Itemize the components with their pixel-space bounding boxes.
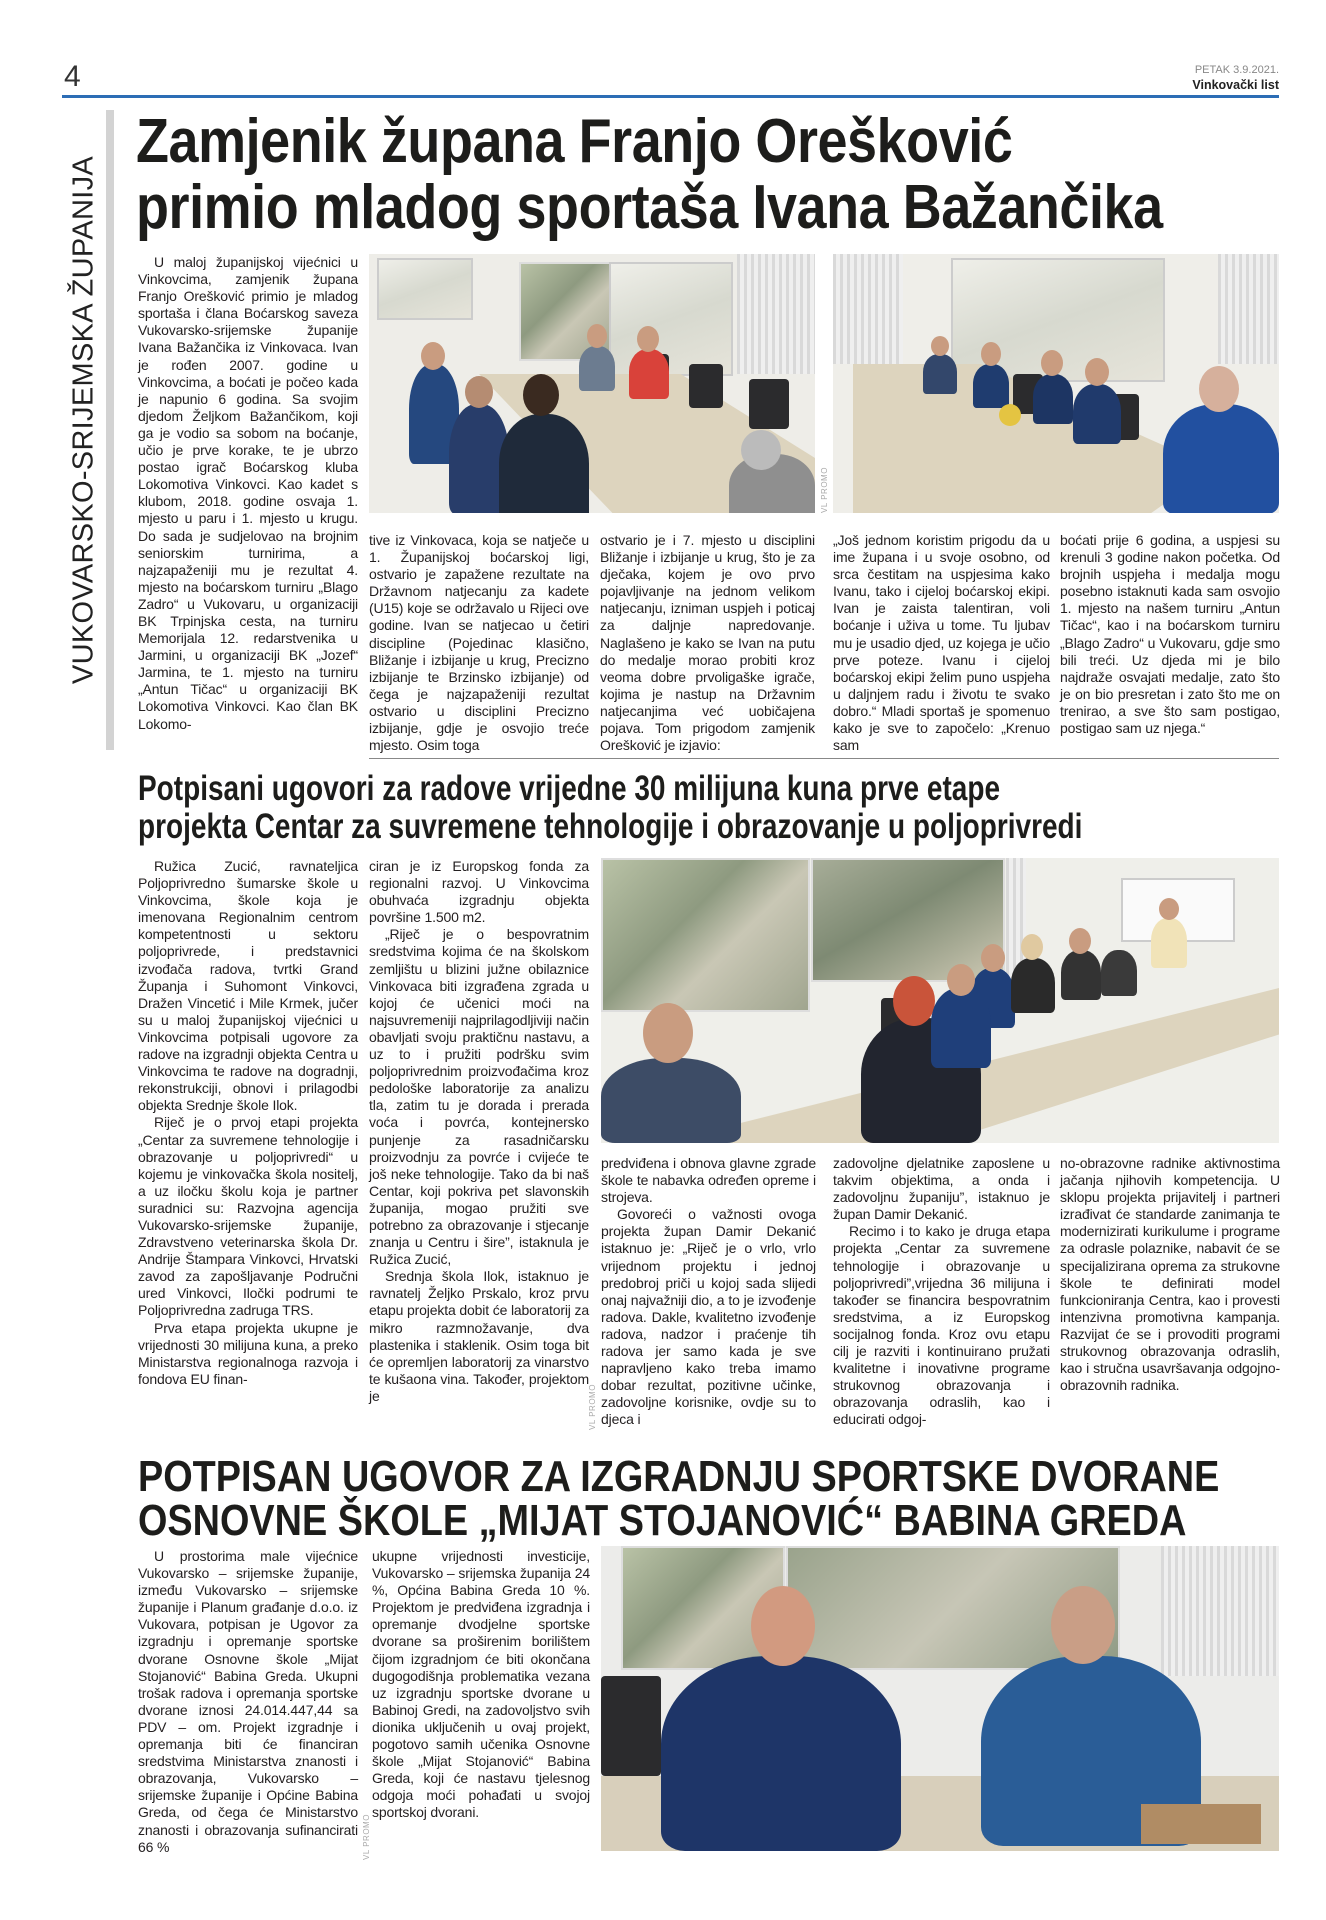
issue-date: PETAK 3.9.2021. [1194, 64, 1279, 76]
article2-photo-credit: VL PROMO [588, 1384, 597, 1430]
article3-photo-contract-signing [601, 1546, 1279, 1851]
article-divider [369, 758, 1279, 759]
article1-photo-athlete [833, 254, 1279, 513]
paragraph: ostvario je i 7. mjesto u disciplini Bližanje i izbijanje u krug, što je za dječaka, kojem je ovo prvo pojavljivanje na jednom velikom natjecanju, izniman uspjeh i poticaj za daljnje napredovanje. Naglašeno je kako se Ivan na putu do medalje morao probiti kroz veoma dobre prvoligaške igrače, kojima je nastup na Državnim natjecanjima već uobičajena pojava. Tom prigodom zamjenik Orešković je izjavio: [600, 532, 815, 754]
paragraph: no-obrazovne radnike aktivnostima jačanja njihovih kompetencija. U sklopu projekta prijavitelj i partneri izrađivat će standarde zanimanja te modernizirati kurikulume i programe za odrasle polaznike, nabavit će se specijalizirana oprema za strukovne škole te definirati model funkcioniranja Centra, kao i provesti intenzivna promotivna kampanja. Razvijat će se i provoditi programi strukovnog obrazovanja odraslih, kao i stručna usavršavanja odgojno-obrazovnih radnika. [1060, 1155, 1280, 1394]
article1-column-4 [833, 532, 1050, 754]
article1-photo-meeting [369, 254, 815, 513]
paragraph: ciran je iz Europskog fonda za regionalni razvoj. U Vinkovcima obuhvaća izgradnju objekta površine 1.500 m2. [369, 858, 589, 926]
article1-column-2 [369, 532, 589, 754]
paragraph: Recimo i to kako je druga etapa projekta „Centar za suvremene tehnologije i obrazovanje u poljoprivredi”,vrijedna 36 milijuna i također se financira bespovratnim sredstvima, a iz Europskog socijalnog fonda. Kroz ovu etapu cilj je razviti i kontinuirano pružati kvalitetne i inovativne programe strukovnog obrazovanja i obrazovanja odraslih, kao i educirati odgoj- [833, 1223, 1050, 1428]
newspaper-name: Vinkovački list [1192, 78, 1279, 92]
article3-column-2 [372, 1548, 590, 1822]
article3-column-1 [138, 1548, 358, 1856]
paragraph: U maloj županijskoj vijećnici u Vinkovcima, zamjenik župana Franjo Orešković primio je mladog sportaša i člana Boćarskog saveza Vukovarsko-srijemske županije Ivana Bažančika iz Vinkovaca. Ivan je rođen 2007. godine u Vinkovcima, a boćati je počeo kada je napunio 6 godina. Sa svojim djedom Željkom Bažančikom, koji ga je vodio sa sobom na boćanje, učio je prve korake, te je ubrzo postao igrač Boćarskog kluba Lokomotiva Vinkovci. Kao kadet s klubom, 2018. godine osvaja 1. mjesto u paru i 1. mjesto u krugu. Do sada je sudjelovao na brojnim seniorskim turnirima, a najzapaženiji mu je rezultat 4. mjesto na boćarskom turniru „Blago Zadro“ u Vukovaru, u organizaciji BK Trpinjska cesta, na turniru Memorijala 12. redarstvenika u Jarmini, u organizaciji BK „Jozef“ Jarmina, te 1. mjesto na turniru „Antun Tičac“ u organizaciji BK Lokomotiva Vinkovci. Kao član BK Lokomo- [138, 254, 358, 732]
article2-column-3 [601, 1155, 816, 1429]
article2-column-1 [138, 858, 358, 1388]
paragraph: „Još jednom koristim prigodu da u ime župana i u svoje osobno, od srca čestitam na uspjesima kako Ivanu, tako i cijeloj boćarskoj ekipi. Ivan je zaista talentiran, voli boćanje i uživa u tome. Tu ljubav mu je usadio djed, uz kojega je učio prve poteze. Ivanu i cijeloj boćarskoj ekipi želim puno uspjeha u daljnjem radu i životu te svako dobro.“ Mladi sportaš je spomenuo kako je sve to započelo: „Krenuo sam [833, 532, 1050, 754]
article1-column-5 [1060, 532, 1280, 737]
article2-column-4 [833, 1155, 1050, 1429]
article3-headline-line1: POTPISAN UGOVOR ZA IZGRADNJU SPORTSKE DVORANE [138, 1452, 1220, 1501]
article3-photo-credit: VL PROMO [362, 1814, 371, 1860]
paragraph: ukupne vrijednosti investicije, Vukovarsko – srijemska županija 24 %, Općina Babina Greda 10 %. Projektom je predviđena izgradnja i opremanje dvodjelne sportske dvorane sa proširenim borilištem čijom izgradnjom će biti okončana dugogodišnja problematika vezana uz izgradnju sportske dvorane u Babinoj Gredi, na zadovoljstvo svih dionika uključenih u ovaj projekt, pogotovo samih učenika Osnovne škole „Mijat Stojanović“ Babina Greda, koji će nastavu tjelesnog odgoja moći pohađati u svojoj sportskoj dvorani. [372, 1548, 590, 1821]
paragraph: Govoreći o važnosti ovoga projekta župan Damir Dekanić istaknuo je: „Riječ je o vrlo, vrlo vrijednom projektu i jednoj predobroj priči u kojoj sada slijedi onaj najvažniji dio, a to je izvođenje radova. Dakle, kvalitetno izvođenje radova, nadzor i praćenje tih radova jer samo kada je sve napravljeno kako treba imamo dobar rezultat, pozitivne učinke, zadovoljne korisnike, ovdje su to djeca i [601, 1206, 816, 1428]
paragraph: Prva etapa projekta ukupne je vrijednosti 30 milijuna kuna, a preko Ministarstva regionalnoga razvoja i fondova EU finan- [138, 1319, 358, 1387]
paragraph: Riječ je o prvoj etapi projekta „Centar za suvremene tehnologije i obrazovanje u poljoprivredi“ u kojemu je vinkovačka škola nositelj, a uz iločku školu koja je partner suradnici su: Razvojna agencija Vukovarsko-srijemske županije, Zdravstveno veterinarska škola Dr. Andrije Štampara Vinkovci, Hrvatski zavod za zapošljavanje Područni ured Vinkovci, Iločki podrumi te Poljoprivredna zadruga TRS. [138, 1114, 358, 1319]
paragraph: „Riječ je o bespovratnim sredstvima kojima će na školskom zemljištu u blizini južne obilaznice Vinkovaca biti izgrađena zgrada u kojoj će učenici moći na najsuvremeniji najprilagodljiviji način obavljati svoju praktičnu nastavu, a uz to i pružiti podršku svim poljoprivrednim proizvođačima kroz pedološke laboratorije za analizu tla, zatim tu je dorada i prerada voća i povrća, kontejnersko punjenje za rasadničarsku proizvodnju za povrće i cvijeće te još neke tehnologije. Tako da bi naš Centar, koji pokriva pet slavonskih županija, mogao pružiti sve potrebno za obrazovanje i stjecanje znanja u Centru i šire”, istaknula je Ružica Zucić, [369, 926, 589, 1268]
paragraph: Ružica Zucić, ravnateljica Poljoprivredno šumarske škole u Vinkovcima, škole koja je imenovana Regionalnim centrom kompetentnosti u sektoru poljoprivrede, i predstavnici izvođača radova, tvrtki Grand Županja i Suhomont Vinkovci, Dražen Vincetić i Mile Krmek, jučer su u maloj županijskoj vijećnici u Vinkovcima potpisali ugovore za radove na izgradnji objekta Centra u Vinkovcima te radove na dogradnji, rekonstrukciji, obnovi i prilagodbi objekta Srednje škole Ilok. [138, 858, 358, 1114]
paragraph: tive iz Vinkovaca, koja se natječe u 1. Županijskoj boćarskoj ligi, ostvario je zapažene rezultate na Državnom natjecanju za kadete (U15) koje se održavalo u Rijeci ove godine. Ivan se natjecao u četiri discipline (Pojedinac klasično, Bližanje i izbijanje u krug, Precizno izbijanje te Brzinsko izbijanje) od čega je najzapaženiji rezultat ostvario u disciplini Precizno izbijanje, gdje je osvojio treće mjesto. Osim toga [369, 532, 589, 754]
article1-headline-line1: Zamjenik župana Franjo Orešković [136, 107, 1013, 176]
article1-column-1 [138, 254, 358, 733]
article2-headline-line2: projekta Centar za suvremene tehnologije i obrazovanje u poljoprivredi [138, 807, 1083, 846]
article3-headline-line2: OSNOVNE ŠKOLE „MIJAT STOJANOVIĆ“ BABINA GREDA [138, 1496, 1187, 1545]
paragraph: zadovoljne djelatnike zaposlene u takvim objektima, a onda i zadovoljnu županiju”, istaknuo je župan Damir Dekanić. [833, 1155, 1050, 1223]
article2-photo-signing [601, 858, 1279, 1143]
page-number: 4 [64, 60, 81, 93]
article1-headline-line2: primio mladog sportaša Ivana Bažančika [136, 173, 1163, 242]
article1-column-3 [600, 532, 815, 754]
article2-column-5 [1060, 1155, 1280, 1394]
paragraph: U prostorima male vijećnice Vukovarsko – srijemske županije, između Vukovarsko – srijemske županije i Planum građanje d.o.o. iz Vukovara, potpisan je Ugovor za izgradnju i opremanje sportske dvorane Osnovne škole „Mijat Stojanović“ Babina Greda. Ukupni trošak radova i opremanja sportske dvorane iznosi 24.014.447,44 sa PDV – om. Projekt izgradnje i opremanja biti će financiran sredstvima Ministarstva znanosti i obrazovanja, Vukovarsko – srijemske županije i Općine Babina Greda, od čega će Ministarstvo znanosti i obrazovanja sufinancirati 66 % [138, 1548, 358, 1855]
article2-headline-line1: Potpisani ugovori za radove vrijedne 30 milijuna kuna prve etape [138, 769, 1001, 808]
paragraph: Srednja škola Ilok, istaknuo je ravnatelj Željko Prskalo, kroz prvu etapu projekta dobit će laboratorij za mikro razmnožavanje, dva plastenika i staklenik. Osim toga bit će opremljen laboratorij za vinarstvo te kušaona vina. Također, projektom je [369, 1268, 589, 1404]
section-bar [106, 110, 114, 750]
article1-photo-credit: VL PROMO [820, 467, 829, 513]
paragraph: boćati prije 6 godina, a uspjesi su krenuli 3 godine nakon početka. Od brojnih uspjeha i medalja mogu posebno istaknuti kada sam osvojio 1. mjesto na našem turniru „Antun Tičac“, kao i na boćarskom turniru „Blago Zadro“ u Vukovaru, gdje smo bili treći. Uz djeda mi je bilo najdraže osvajati medalje, zato što je on bio presretan i zato što me on trenirao, a sve što sam postigao, postigao sam uz njega.“ [1060, 532, 1280, 737]
section-label [66, 110, 102, 730]
header-rule [62, 95, 1279, 98]
section-label-text: VUKOVARSKO-SRIJEMSKA ŽUPANIJA [67, 155, 100, 685]
article2-column-2 [369, 858, 589, 1405]
paragraph: predviđena i obnova glavne zgrade škole te nabavka određen opreme i strojeva. [601, 1155, 816, 1206]
